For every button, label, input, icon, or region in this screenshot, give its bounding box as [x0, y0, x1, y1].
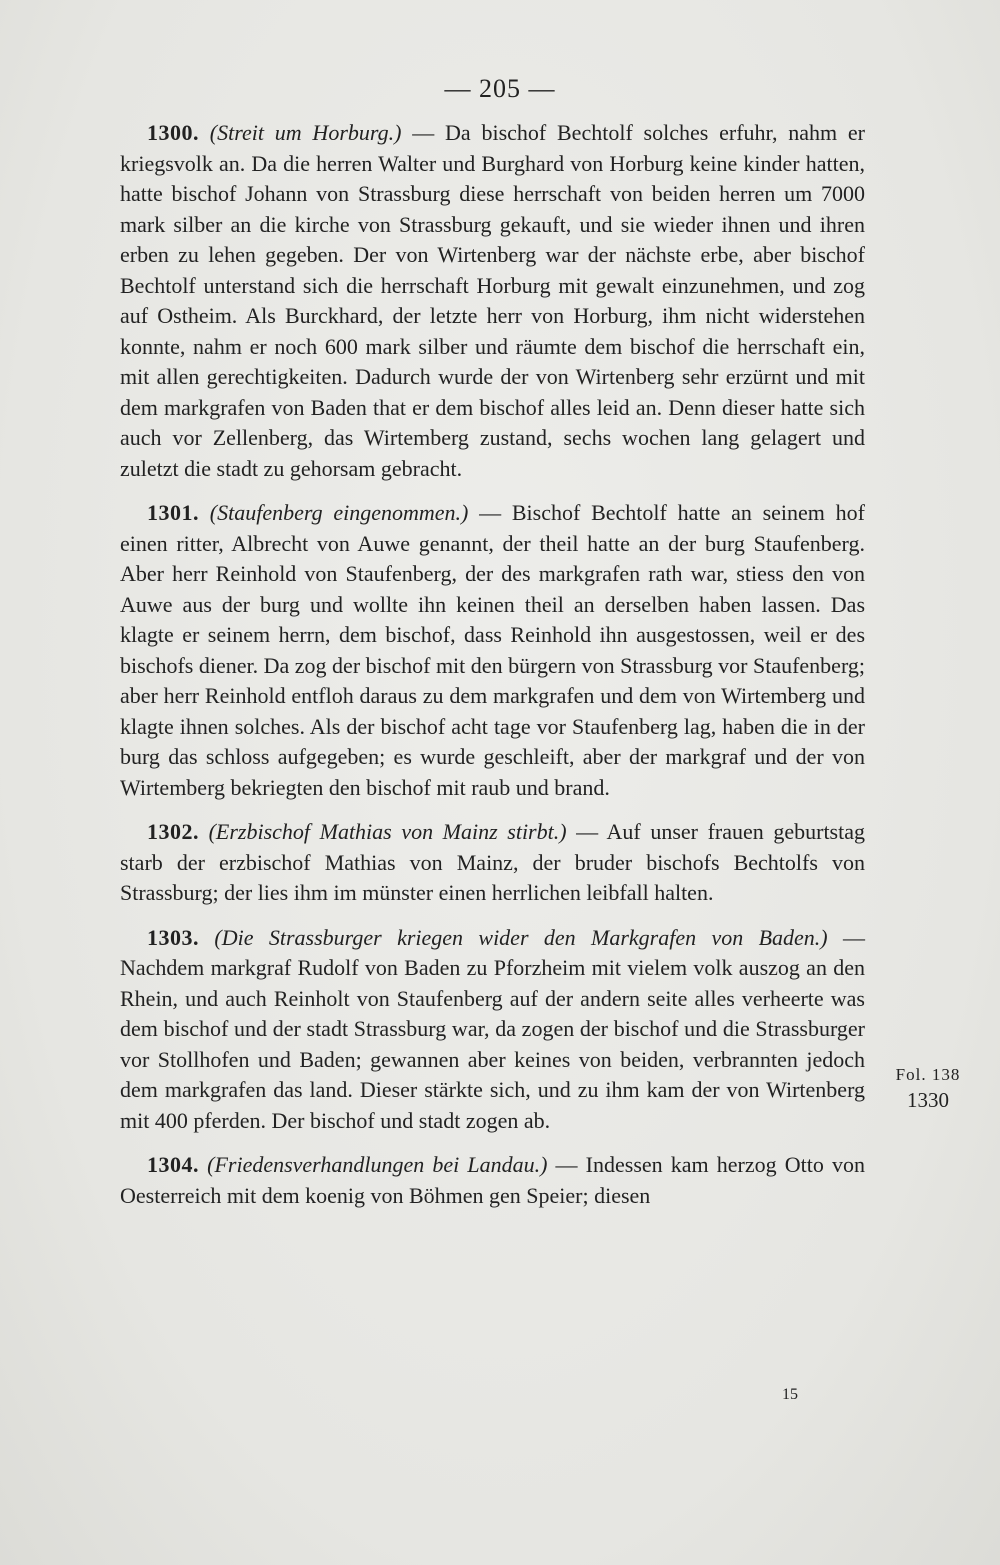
entry-year: 1301.: [147, 500, 199, 525]
margin-year-note: 1330: [907, 1088, 949, 1112]
entry-year: 1302.: [147, 819, 199, 844]
entry-title: (Erzbischof Mathias von Mainz stirbt.): [208, 819, 567, 844]
entry-1304: [120, 1150, 865, 1211]
entry-1300: [120, 118, 865, 484]
entry-text: — Indessen kam herzog Otto von Oesterreich mit dem koenig von Böhmen gen Speier; diesen: [120, 1152, 865, 1208]
margin-folio-note: Fol. 138: [895, 1065, 961, 1084]
entry-year: 1300.: [147, 120, 199, 145]
entry-year: 1304.: [147, 1152, 199, 1177]
entry-text: — Auf unser frauen geburtstag starb der erzbischof Mathias von Mainz, der bruder bischofs Bechtolfs von Strassburg; der lies ihm im münster einen herrlichen leibfall halten.: [120, 819, 865, 905]
entry-text: — Da bischof Bechtolf solches erfuhr, nahm er kriegsvolk an. Da die herren Walter und Burghard von Horburg keine kinder hatten, hatte bischof Johann von Strassburg diese herrschaft von beiden herren um 7000 mark silber an die kirche von Strassburg gekauft, und sie wieder ihnen und ihren erben zu lehen gegeben. Der von Wirtenberg war der nächste erbe, aber bischof Bechtolf unterstand sich die herrschaft Horburg mit gewalt einzunehmen, und zog auf Ostheim. Als Burckhard, der letzte herr von Horburg, ihm nicht widerstehen konnte, nahm er noch 600 mark silber und räumte dem bischof die herrschaft ein, mit allen gerechtigkeiten. Dadurch wurde der von Wirtenberg sehr erzürnt und mit dem markgrafen von Baden that er dem bischof alles leid an. Denn dieser hatte sich auch vor Zellenberg, das Wirtemberg zustand, sechs wochen lang gelagert und zuletzt die stadt zu gehorsam gebracht.: [120, 120, 866, 481]
signature-mark: 15: [782, 1386, 798, 1403]
entry-year: 1303.: [147, 924, 199, 950]
page-number: — 205 —: [444, 74, 556, 103]
entry-title: (Friedensverhandlungen bei Landau.): [207, 1152, 548, 1177]
entry-1302: [120, 817, 865, 909]
entry-1303: [120, 923, 865, 1137]
main-text: [120, 118, 865, 1225]
entry-title: (Die Strassburger kriegen wider den Markgrafen von Baden.): [214, 924, 828, 950]
entry-title: (Staufenberg eingenommen.): [209, 500, 469, 525]
entry-text: — Bischof Bechtolf hatte an seinem hof einen ritter, Albrecht von Auwe genannt, der theil hatte an der burg Staufenberg. Aber herr Reinhold von Staufenberg, der des markgrafen rath war, stiess den von Auwe aus der burg und wollte ihn keinen theil an derselben haben lassen. Das klagte er seinem herrn, dem bischof, dass Reinhold ihn ausgestossen, weil er des bischofs diener. Da zog der bischof mit den bürgern von Strassburg vor Staufenberg; aber herr Reinhold entfloh daraus zu dem markgrafen und dem von Wirtemberg und klagte ihnen solches. Als der bischof acht tage vor Staufenberg lag, haben die in der burg das schloss aufgegeben; es wurde geschleift, aber der markgraf und der von Wirtemberg bekriegten den bischof mit raub und brand.: [120, 500, 865, 800]
entry-1301: [120, 498, 865, 803]
entry-title: (Streit um Horburg.): [209, 120, 402, 145]
entry-text: — Nachdem markgraf Rudolf von Baden zu Pforzheim mit vielem volk auszog an den Rhein, und auch Reinholt von Staufenberg auf der andern seite alles verheerte was dem bischof und der stadt Strassburg war, da zogen der bischof und die Strassburger vor Stollhofen und Baden; gewannen aber keines von beiden, verbrannten jedoch dem markgrafen das land. Dieser stärkte sich, und zu ihm kam der von Wirtenberg mit 400 pferden. Der bischof und stadt zogen ab.: [120, 924, 866, 1133]
